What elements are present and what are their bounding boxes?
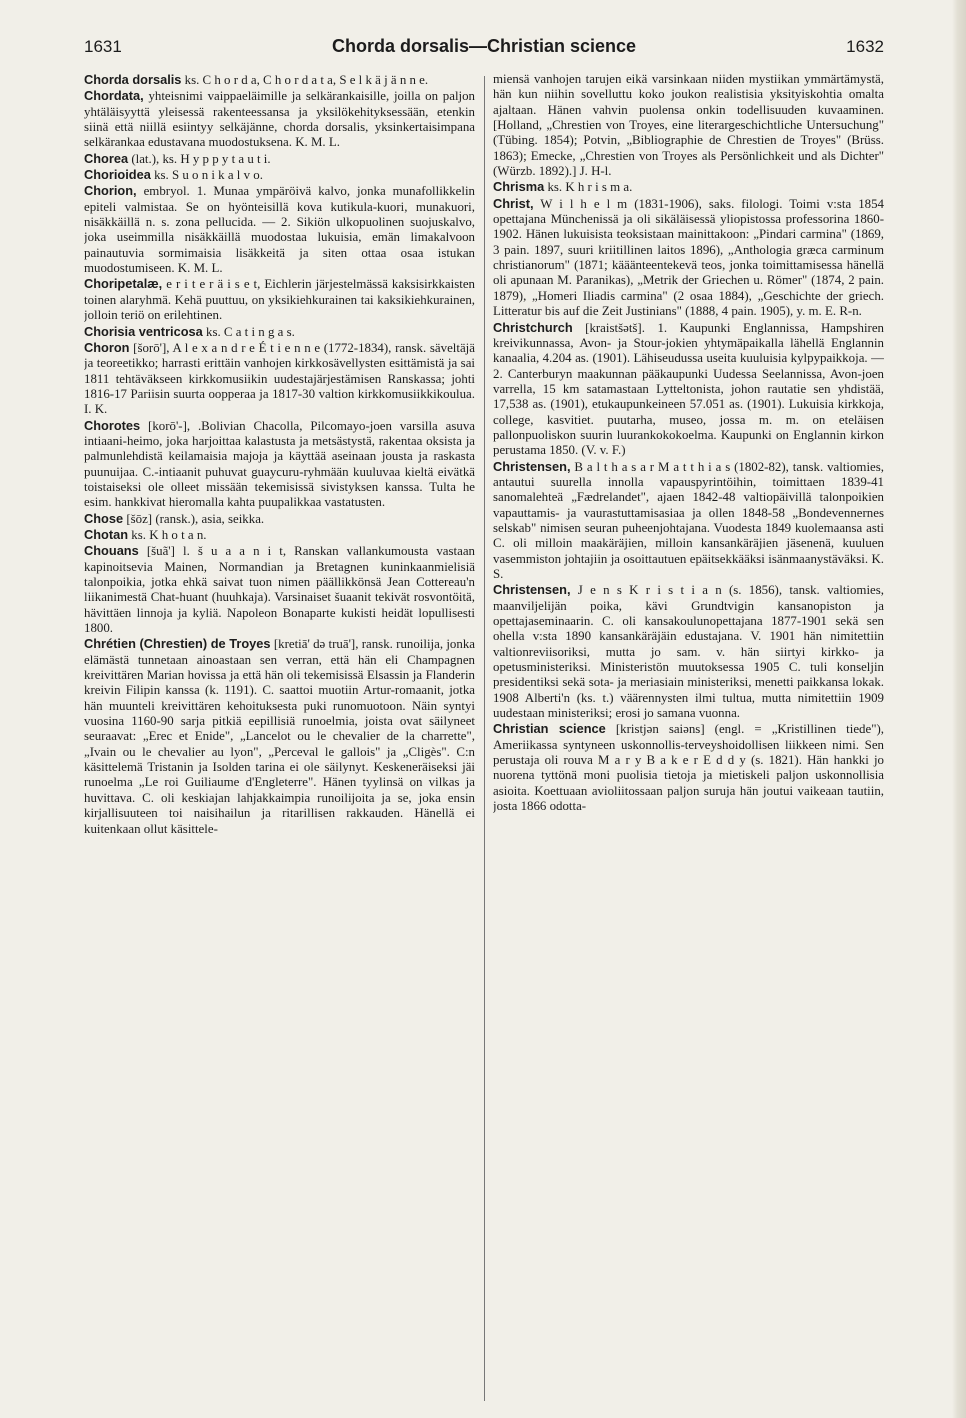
entry-text: ks. C h o r d a, C h o r d a t a, S e l k ä j ä n n e.: [181, 73, 429, 87]
entry-headword: Chose: [84, 510, 124, 526]
page-edge: [952, 0, 966, 1418]
dictionary-entry: [84, 88, 475, 150]
entry-headword: Chrisma: [493, 179, 545, 195]
entry-headword: Choron: [84, 339, 130, 355]
dictionary-entry: [84, 340, 475, 418]
page-number-left: 1631: [84, 37, 122, 56]
entry-headword: Chorda dorsalis: [84, 72, 182, 87]
dictionary-entry: [493, 320, 884, 459]
dictionary-entry: [493, 582, 884, 721]
entry-text: ks. K h r i s m a.: [544, 180, 633, 195]
entry-headword: Chorea: [84, 150, 129, 166]
dictionary-entry: [493, 179, 884, 195]
dictionary-entry: [84, 636, 475, 836]
entry-headword: Christensen,: [493, 582, 571, 598]
dictionary-entry: [493, 721, 884, 814]
entry-text: [kraistšətš]. 1. Kaupunki Englannissa, Hampshiren kreivikunnassa, Avon- ja Stour-jokien yhtymäpaikalla lähellä Englannin kanaalia, 4.204 as. (1901). Lähiseudussa useita kuuluisia kylpypaikkoja. — 2. Canterburyn maakunnan pääkaupunki Uudessa Seelannissa, Avon-joen varrella, 15 km satamastaan Lytteltonista, johon rautatie sen yhdistää, 17,538 as. (1901), etukaupunkeineen 57.051 as. (1901). Lukuisia kirkkoja, college, kasvitiet. puutarha, museo, jossa m. m. on eteläisen pallonpuoliskon suurin luurankokokoelma. Kaupunki on Englannin kirkon perustama 1850. (V. v. F.): [493, 320, 884, 458]
dictionary-entry: [84, 418, 475, 511]
running-title: Chorda dorsalis—Christian science: [331, 36, 637, 56]
dictionary-entry: [493, 459, 884, 583]
entry-text: (lat.), ks. H y p p y t a u t i.: [128, 151, 271, 166]
entry-text: ks. S u o n i k a l v o.: [150, 168, 263, 183]
entry-headword: Chorioidea: [84, 167, 151, 183]
dictionary-entry: [84, 151, 475, 167]
dictionary-entry: [84, 511, 475, 527]
entry-text: B a l t h a s a r M a t t h i a s (1802-82), tansk. valtiomies, antautui suurella innolla vapauspyrintöihin, toimittaen 1839-41 sanomalehteä „Fædrelandet", ajaen 1842-48 valtiopäivillä talonpoikien vapauttamis- ja vaurastuttamisasiaa ja ollen 1848-58 „Bondevennernes selskab" nimisen seuran puheenjohtajana. Vuodesta 1849 kuolemaansa asti C. oli milloin maakäräjien, milloin kansankäräjien jäsenenä, kuuluen vasemmiston johtajiin ja osoittautuen epäitsekkääksi isänmaanystäväksi. K. S.: [493, 459, 884, 581]
entry-headword: Christian science: [493, 721, 606, 737]
entry-text: yhteisnimi vaippaeläimille ja selkärankaisille, joilla on paljon yhtäläisyyttä yleisessä rakenteessansa ja yksilökehityksessään, etenkin siinä että niillä esiintyy selkäjänne, chorda dorsalis, yksinkertaisimpana selkärankaa edustavana muodostuksena. K. M. L.: [84, 89, 475, 150]
entry-headword: Chouans: [84, 543, 139, 559]
entry-text: [kretiā' də truā'], ransk. runoilija, jonka elämästä tunnetaan ainoastaan sen verran, että hän eli Champagnen kreivittären Marian hovissa ja että hän oli tekemisissä Elsassin ja Flanderin kreivin Filipin kanssa (k. 1191). C. saattoi muotiin Artur-romaanit, jotka hän muunteli kreivittären kehoituksesta puki runomuotoon. Näin syntyi vuosina 1160-90 sarja pitkiä eepillisiä runoelmia, joista ovat säilyneet seuraavat: „Erec et Enide", „Lancelot ou le chevalier de la charrette", „Ivain ou le chevalier au lyon", „Perceval le gallois" ja „Cligès". C:n käsittelemä Tristanin ja Isolden tarina ei ole säilynyt. Keskeneräiseksi jäi runoelma „Le roi Guiliaume d'Engleterre". Hänen tyylinsä on vilkas ja huvittava. C. oli keskiajan lahjakkaimpia runoilijoita ja se, joka ensin kirjallisuuteen toi naisihailun ja ritarillisen rakkauden. Hänellä ei kuitenkaan ollut käsittele-: [84, 637, 475, 836]
entry-text: ks. K h o t a n.: [128, 527, 207, 542]
dictionary-entry: [493, 72, 884, 179]
entry-headword: Chotan: [84, 526, 129, 542]
entry-text: miensä vanhojen tarujen eikä varsinkaan niiden mystiikan ymmärtämystä, hän kun niihin sovelluttu koko joukon realistisia yksityiskohtia omalta ajaltaan. Hänen vahvin puolensa onkin todellisuuden kuvaaminen. [Holland, „Chrestien von Troyes, eine literargeschichtliche Untersuchung" (Tübing. 1854); Potvin, „Bibliographie de Chrestien de Troyes" (Brüss. 1863); Emecke, „Chrestien von Troyes als Persönlichkeit und als Dichter" (Würzb. 1892).] J. H-l.: [493, 72, 884, 179]
left-column: [84, 72, 475, 1402]
entry-text: [kristjən saiəns] (engl. = „Kristillinen tiede"), Ameriikassa syntyneen uskonnollis-terveyshoidollisen liikkeen nimi. Sen perustaja oli rouva M a r y B a k e r E d d y (s. 1821). Hän hankki jo nuorena tyttönä moni puolisia tietoja ja mietiskeli paljon uskonnollisia asioita. Koettuaan avioliitossaan paljon suruja hän joutui vaikeaan tautiin, josta 1866 odotta-: [493, 722, 884, 814]
dictionary-entry: [84, 527, 475, 543]
dictionary-entry: [84, 543, 475, 636]
text-columns: [84, 72, 884, 1402]
entry-text: W i l h e l m (1831-1906), saks. filologi. Toimi v:sta 1854 opettajana Münchenissä ja oli sikäläisessä yliopistossa professorina 1860-1902. Hänen lukuisista teoksistaan mainittakoon: „Pindari carmina" (1869, 3 pain. 1897, suuri kriitillinen laitos 1896), „Anthologia græca carminum christianorum" (1871; kääänteentekevä teos, jonka toimittamisessa hänellä oli apunaan M. Paranikas), „Metrik der Griechen u. Römer" (1874, 2 pain. 1879), „Homeri Iliadis carmina" (2 osaa 1884), „Geschichte der griech. Litteratur bis auf die Zeit Justinians" (1888, 4 pain. 1905), y. m. E. R-n.: [493, 196, 884, 319]
dictionary-entry: [84, 167, 475, 183]
entry-text: e r i t e r ä i s e t, Eichlerin järjestelmässä kaksisirkkaisten toinen alaryhmä. Kehä puuttuu, on yksikiehkurainen tai kaksikiehkurainen, jolloin teriö on erilehtinen.: [84, 277, 475, 323]
entry-text: embryol. 1. Munaa ympäröivä kalvo, jonka munafollikkelin epiteli valmistaa. Se on hyönteisillä kova kutikula-kuori, munakuori, nisäkkäillä n. s. zona pellucida. — 2. Sikiön ulkopuolinen suojuskalvo, joka useimmilla nisäkkäillä muodostaa lukuisia, emän limakalvoon painautuvia sormimaisia lisäkkeitä ja siten ottaa osaa istukan muodostumiseen. K. M. L.: [84, 184, 475, 276]
dictionary-entry: [84, 183, 475, 276]
entry-headword: Chrétien (Chrestien) de Troyes: [84, 636, 271, 652]
entry-text: [korō'-], .Bolivian Chacolla, Pilcomayo-joen varsilla asuva intiaani-heimo, joka harjoittaa kalastusta ja metsästystä, rakentaa oksista ja palmunlehdistä keilamaisia majoja ja käyttää aseinaan jousta ja raskasta puunuijaa. C.-intiaanit puhuvat guaycuru-ryhmään kuuluvaa kieltä eivätkä toistaiseksi ole olleet missään tekemisissä sivistyksen kanssa. Tulta he esim. hankkivat hieromalla kahta puupalikkaa vastatusten.: [84, 418, 475, 510]
dictionary-entry: [84, 324, 475, 340]
right-column: [493, 72, 884, 1402]
page-number-right: 1632: [846, 37, 884, 56]
entry-text: [šorō'], A l e x a n d r e É t i e n n e (1772-1834), ransk. säveltäjä ja teoreetikko; harrasti erittäin vanhojen kirkkosävellysten esittämistä ja sai 1811 tehtäväkseen kirkkomusiikin uudestajärjestämisen Ranskassa; johti 1816-17 Pariisin suurta oopperaa ja 1817-30 valtion kirkkomusiikkikoulua. I. K.: [84, 340, 475, 417]
entry-headword: Christ,: [493, 195, 534, 211]
entry-headword: Chorotes: [84, 417, 141, 433]
entry-headword: Christensen,: [493, 458, 571, 474]
entry-text: [šōz] (ransk.), asia, seikka.: [123, 511, 265, 526]
entry-headword: Chorion,: [84, 183, 137, 199]
entry-headword: Chordata,: [84, 88, 144, 104]
dictionary-entry: [493, 196, 884, 320]
entry-headword: Chorisia ventricosa: [84, 323, 203, 339]
entry-text: J e n s K r i s t i a n (s. 1856), tansk. valtiomies, maanviljelijän poika, kävi Grundtvigin kansanopiston ja opettajaseminaarin. C. oli kansakoulunopettajana 1877-1901 sekä sen ohella v:sta 1890 kansankäräjäin edustajana. V. 1901 hän nimitettiin valtionreviisoriksi, mutta jo sam. v. hän siirtyi kirkko- ja opetusministeriksi. Ministeristön muutoksessa 1905 C. tuli konseljin presidentiksi sekä sota- ja meriasiain ministeriksi, menetti paikkansa lokak. 1908 Alberti'n (ks. t.) väärennysten ilmi tultua, mutta nimitettiin 1909 uudestaan ministeriksi; erosi jo samana vuonna.: [493, 583, 884, 721]
dictionary-entry: [84, 276, 475, 323]
entry-text: [šuã'] l. š u a a n i t, Ranskan vallankumousta vastaan kapinoitsevia Mainen, Normandian ja Bretagnen kuninkaanmielisiä talonpoikia, jotka ehkä saivat tuon nimen päällikkönsä Jean Cottereau'n liikanimestä Chat-huant (huuhkaja). Varsinaiset šuaanit tekivät rosvontöitä, hävittäen linnoja ja kyliä. Napoleon Bonaparte kukisti heidät lopullisesti 1800.: [84, 544, 475, 636]
entry-headword: Christchurch: [493, 319, 573, 335]
entry-text: ks. C a t i n g a s.: [202, 324, 295, 339]
dictionary-entry: [84, 72, 475, 88]
entry-headword: Choripetalæ,: [84, 276, 163, 292]
page-header: [84, 36, 884, 58]
